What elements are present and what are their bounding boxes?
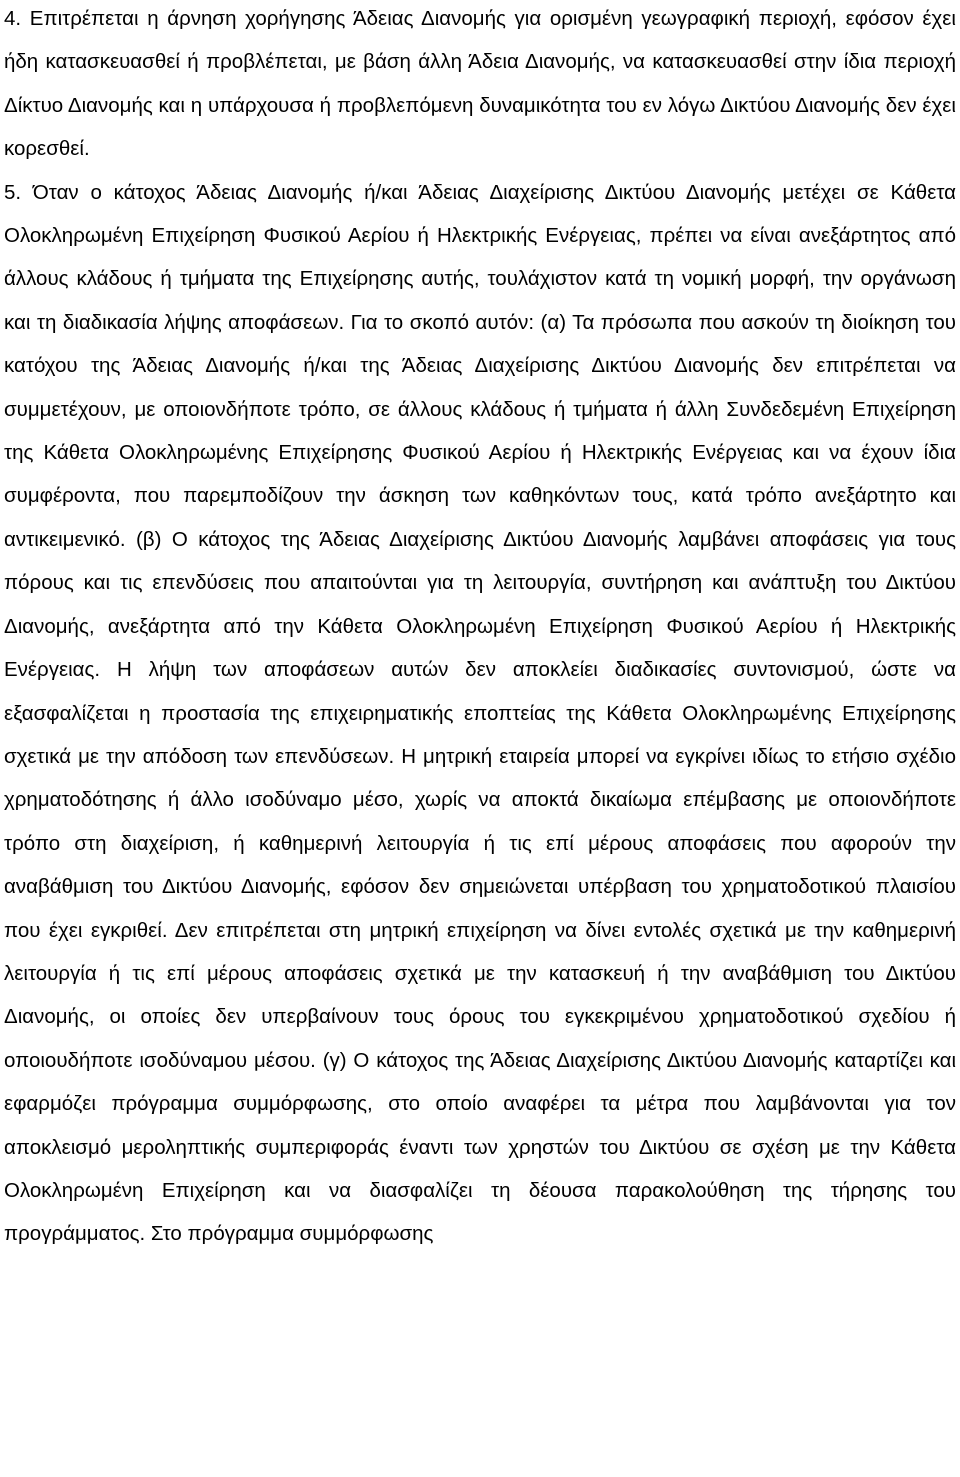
paragraph-item-4: 4. Επιτρέπεται η άρνηση χορήγησης Άδειας Διανομής για ορισμένη γεωγραφική περιοχή, εφόσον έχει ήδη κατασκευασθεί ή προβλέπεται, με βάση άλλη Άδεια Διανομής, να κατασκευασθεί στην ίδια περιοχή Δίκτυο Διανομής και η υπάρχουσα ή προβλεπόμενη δυναμικότητα του εν λόγω Δικτύου Διανομής δεν έχει κορεσθεί.: [4, 7, 956, 161]
paragraph-item-5: 5. Όταν ο κάτοχος Άδειας Διανομής ή/και Άδειας Διαχείρισης Δικτύου Διανομής μετέχει σε Κάθετα Ολοκληρωμένη Επιχείρηση Φυσικού Αερίου ή Ηλεκτρικής Ενέργειας, πρέπει να είναι ανεξάρτητος από άλλους κλάδους ή τμήματα της Επιχείρησης αυτής, τουλάχιστον κατά τη νομική μορφή, την οργάνωση και τη διαδικασία λήψης αποφάσεων. Για το σκοπό αυτόν: (α) Τα πρόσωπα που ασκούν τη διοίκηση του κατόχου της Άδειας Διανομής ή/και της Άδειας Διαχείρισης Δικτύου Διανομής δεν επιτρέπεται να συμμετέχουν, με οποιονδήποτε τρόπο, σε άλλους κλάδους ή τμήματα ή άλλη Συνδεδεμένη Επιχείρηση της Κάθετα Ολοκληρωμένης Επιχείρησης Φυσικού Αερίου ή Ηλεκτρικής Ενέργειας και να έχουν ίδια συμφέροντα, που παρεμποδίζουν την άσκηση των καθηκόντων τους, κατά τρόπο ανεξάρτητο και αντικειμενικό. (β) Ο κάτοχος της Άδειας Διαχείρισης Δικτύου Διανομής λαμβάνει αποφάσεις για τους πόρους και τις επενδύσεις που απαιτούνται για τη λειτουργία, συντήρηση και ανάπτυξη του Δικτύου Διανομής, ανεξάρτητα από την Κάθετα Ολοκληρωμένη Επιχείρηση Φυσικού Αερίου ή Ηλεκτρικής Ενέργειας. Η λήψη των αποφάσεων αυτών δεν αποκλείει διαδικασίες συντονισμού, ώστε να εξασφαλίζεται η προστασία της επιχειρηματικής εποπτείας της Κάθετα Ολοκληρωμένης Επιχείρησης σχετικά με την απόδοση των επενδύσεων. Η μητρική εταιρεία μπορεί να εγκρίνει ιδίως το ετήσιο σχέδιο χρηματοδότησης ή άλλο ισοδύναμο μέσο, χωρίς να αποκτά δικαίωμα επέμβασης με οποιονδήποτε τρόπο στη διαχείριση, ή καθημερινή λειτουργία ή τις επί μέρους αποφάσεις που αφορούν την αναβάθμιση του Δικτύου Διανομής, εφόσον δεν σημειώνεται υπέρβαση του χρηματοδοτικού πλαισίου που έχει εγκριθεί. Δεν επιτρέπεται στη μητρική επιχείρηση να δίνει εντολές σχετικά με την καθημερινή λειτουργία ή τις επί μέρους αποφάσεις σχετικά με την κατασκευή ή την αναβάθμιση του Δικτύου Διανομής, οι οποίες δεν υπερβαίνουν τους όρους του εγκεκριμένου χρηματοδοτικού σχεδίου ή οποιουδήποτε ισοδύναμου μέσου. (γ) Ο κάτοχος της Άδειας Διαχείρισης Δικτύου Διανομής καταρτίζει και εφαρμόζει πρόγραμμα συμμόρφωσης, στο οποίο αναφέρει τα μέτρα που λαμβάνονται για τον αποκλεισμό μεροληπτικής συμπεριφοράς έναντι των χρηστών του Δικτύου σε σχέση με την Κάθετα Ολοκληρωμένη Επιχείρηση και να διασφαλίζει τη δέουσα παρακολούθηση της τήρησης του προγράμματος. Στο πρόγραμμα συμμόρφωσης: [4, 180, 956, 1246]
